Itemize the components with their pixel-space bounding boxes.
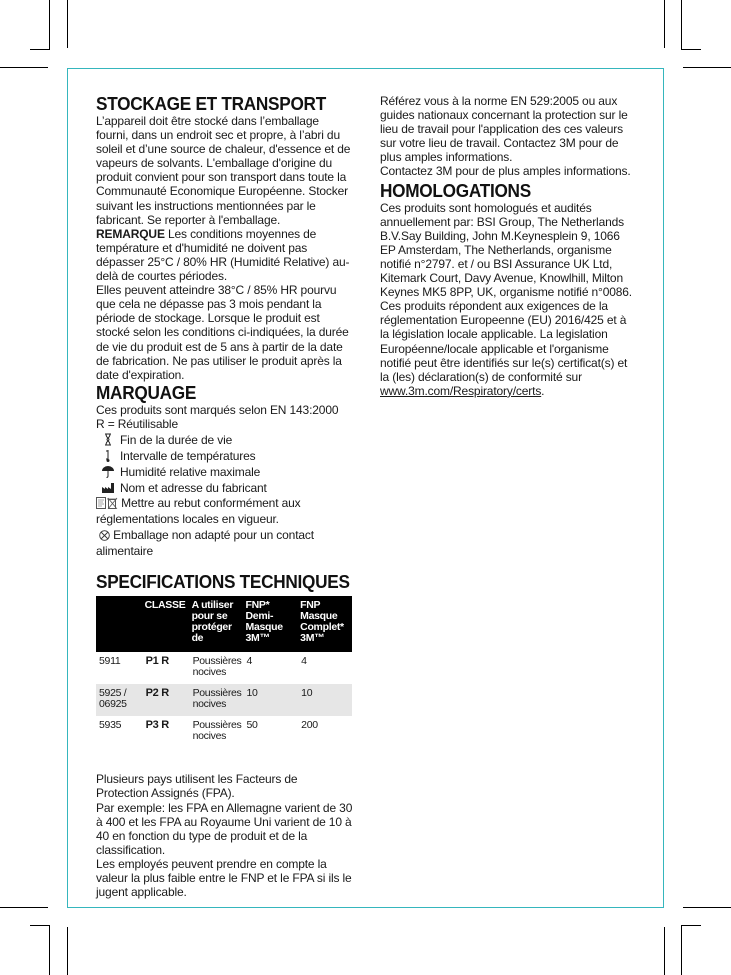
- cell-class: P3 R: [145, 719, 169, 732]
- hourglass-icon: [96, 433, 120, 446]
- symbol-item: [96, 432, 353, 448]
- cell-fnp-full: 4: [301, 655, 307, 668]
- approvals-section: [380, 181, 635, 398]
- right-column: [380, 94, 635, 398]
- left-column: [96, 94, 353, 899]
- marking-standard: Ces produits sont marqués selon EN 143:2000: [96, 402, 339, 417]
- storage-heading: STOCKAGE ET TRANSPORT: [96, 93, 326, 114]
- header-use: A utiliser pour se protéger de: [190, 596, 244, 652]
- symbol-item: [96, 464, 353, 480]
- remark-paragraph: [96, 227, 353, 283]
- approvals-end: .: [541, 383, 545, 398]
- remark-text: Les conditions moyennes de température et d'humidité ne doivent pas dépasser 25°C / 80% HR (Humidité Relative) au-delà de courtes périodes.: [96, 226, 350, 284]
- marking-reusable: R = Réutilisable: [96, 416, 178, 431]
- cell-fnp-full: 10: [298, 684, 352, 716]
- marking-section: [96, 383, 353, 559]
- thermometer-icon: [96, 449, 120, 463]
- storage-paragraph: L’appareil doit être stocké dans l’emballage fourni, dans un endroit sec et propre, à l’abri du soleil et d’une source de chaleur, d'essence et de vapeurs de solvants. L'emballage d'origine du produit convient pour son transport dans toute la Communauté Economique Européenne. Stocker suivant les instructions mentionnées par le fabricant. Se reporter à l'emballage.: [96, 114, 351, 227]
- cell-model: 5935: [99, 719, 122, 732]
- cell-fnp-half: 4: [246, 655, 253, 668]
- symbol-item: [96, 448, 353, 464]
- cell-class: P2 R: [143, 684, 190, 716]
- symbol-label: Intervalle de températures: [120, 448, 256, 463]
- factory-icon: [96, 482, 120, 494]
- cell-use: Poussières nocives: [192, 719, 242, 743]
- approvals-heading: HOMOLOGATIONS: [380, 179, 531, 201]
- table-header-row: [96, 596, 352, 652]
- remark-label: REMARQUE: [96, 226, 165, 241]
- marking-heading: MARQUAGE: [96, 381, 197, 403]
- food-contact-note: [96, 528, 353, 558]
- symbol-item: [96, 480, 353, 496]
- cell-fnp-half: 50: [246, 719, 258, 732]
- header-class: CLASSE: [143, 596, 190, 652]
- header-fnp-full: FNP Masque Complet* 3M™: [298, 596, 352, 652]
- header-fnp-half: FNP* Demi-Masque 3M™: [244, 596, 299, 652]
- cell-model: 5925 / 06925: [96, 684, 143, 716]
- symbol-label: Nom et adresse du fabricant: [120, 480, 267, 495]
- cell-model: 5911: [99, 655, 121, 668]
- specifications-table: [96, 596, 352, 748]
- apf-notes: [96, 772, 353, 899]
- storage-section: [96, 94, 353, 382]
- apf-note-1: Plusieurs pays utilisent les Facteurs de Protection Assignés (FPA).: [96, 772, 298, 801]
- cell-use: Poussières nocives: [190, 684, 244, 716]
- umbrella-icon: [96, 465, 120, 478]
- symbol-label: Fin de la durée de vie: [120, 432, 233, 447]
- cell-fnp-half: 10: [244, 684, 299, 716]
- symbol-list: [96, 432, 353, 496]
- disposal-text: Mettre au rebut conformément aux réglementations locales en vigueur.: [96, 495, 301, 527]
- cell-use: Poussières nocives: [192, 655, 242, 679]
- approvals-paragraph: [380, 201, 635, 398]
- contact-line: Contactez 3M pour de plus amples informations.: [380, 164, 631, 179]
- apf-note-2: Par exemple: les FPA en Allemagne varient de 30 à 400 et les FPA au Royaume Uni varient de 10 à 40 en fonction du type de produit et de la classification.: [96, 800, 353, 857]
- food-contact-text: Emballage non adapté pour un contact alimentaire: [96, 528, 314, 559]
- table-row: [96, 684, 352, 716]
- table-row: [96, 652, 352, 684]
- storage-conditions-paragraph: Elles peuvent atteindre 38°C / 85% HR pourvu que cela ne dépasse pas 3 mois pendant la période de stockage. Lorsque le produit est stocké selon les conditions ci-indiquées, la durée de vie du produit est de 5 ans à partir de la date de fabrication. Ne pas utiliser le produit après la date d'expiration.: [96, 283, 349, 382]
- cell-fnp-full: 200: [301, 719, 318, 732]
- specifications-section: [96, 572, 353, 899]
- weee-bin-icon: [96, 497, 118, 512]
- no-food-contact-icon: [99, 530, 110, 544]
- disposal-note: [96, 496, 353, 526]
- header-model: [96, 596, 143, 652]
- table-row: [96, 716, 352, 748]
- specifications-heading: SPECIFICATIONS TECHNIQUES: [96, 571, 350, 593]
- approvals-text: Ces produits sont homologués et audités annuellement par: BSI Group, The Netherlands B.V.Say Building, John M.Keynesplein 9, 1066 EP Amsterdam, The Netherlands, organisme notifié n°2797. et / ou BSI Assurance UK Ltd, Kitemark Court, Davy Avenue, Knowlhill, Milton Keynes MK5 8PP, UK, organisme notifié n°0086. Ces produits répondent aux exigences de la réglementation Europeenne (EU) 2016/425 et à la législation locale applicable. La legislation Européenne/locale applicable et l'organisme notifié peut être identifiés sur le(s) certificat(s) et la (les) déclaration(s) de conformité sur: [380, 200, 632, 384]
- symbol-label: Humidité relative maximale: [120, 464, 261, 479]
- en529-paragraph: Référez vous à la norme EN 529:2005 ou aux guides nationaux concernant la protection sur le lieu de travail pour l'application des ces valeurs sur votre lieu de travail. Contactez 3M pour de plus amples informations.: [380, 94, 628, 165]
- certs-link[interactable]: www.3m.com/Respiratory/certs: [380, 383, 542, 398]
- cell-class: P1 R: [145, 655, 169, 668]
- apf-note-3: Les employés peuvent prendre en compte la valeur la plus faible entre le FNP et le FPA si ils le jugent applicable.: [96, 856, 352, 900]
